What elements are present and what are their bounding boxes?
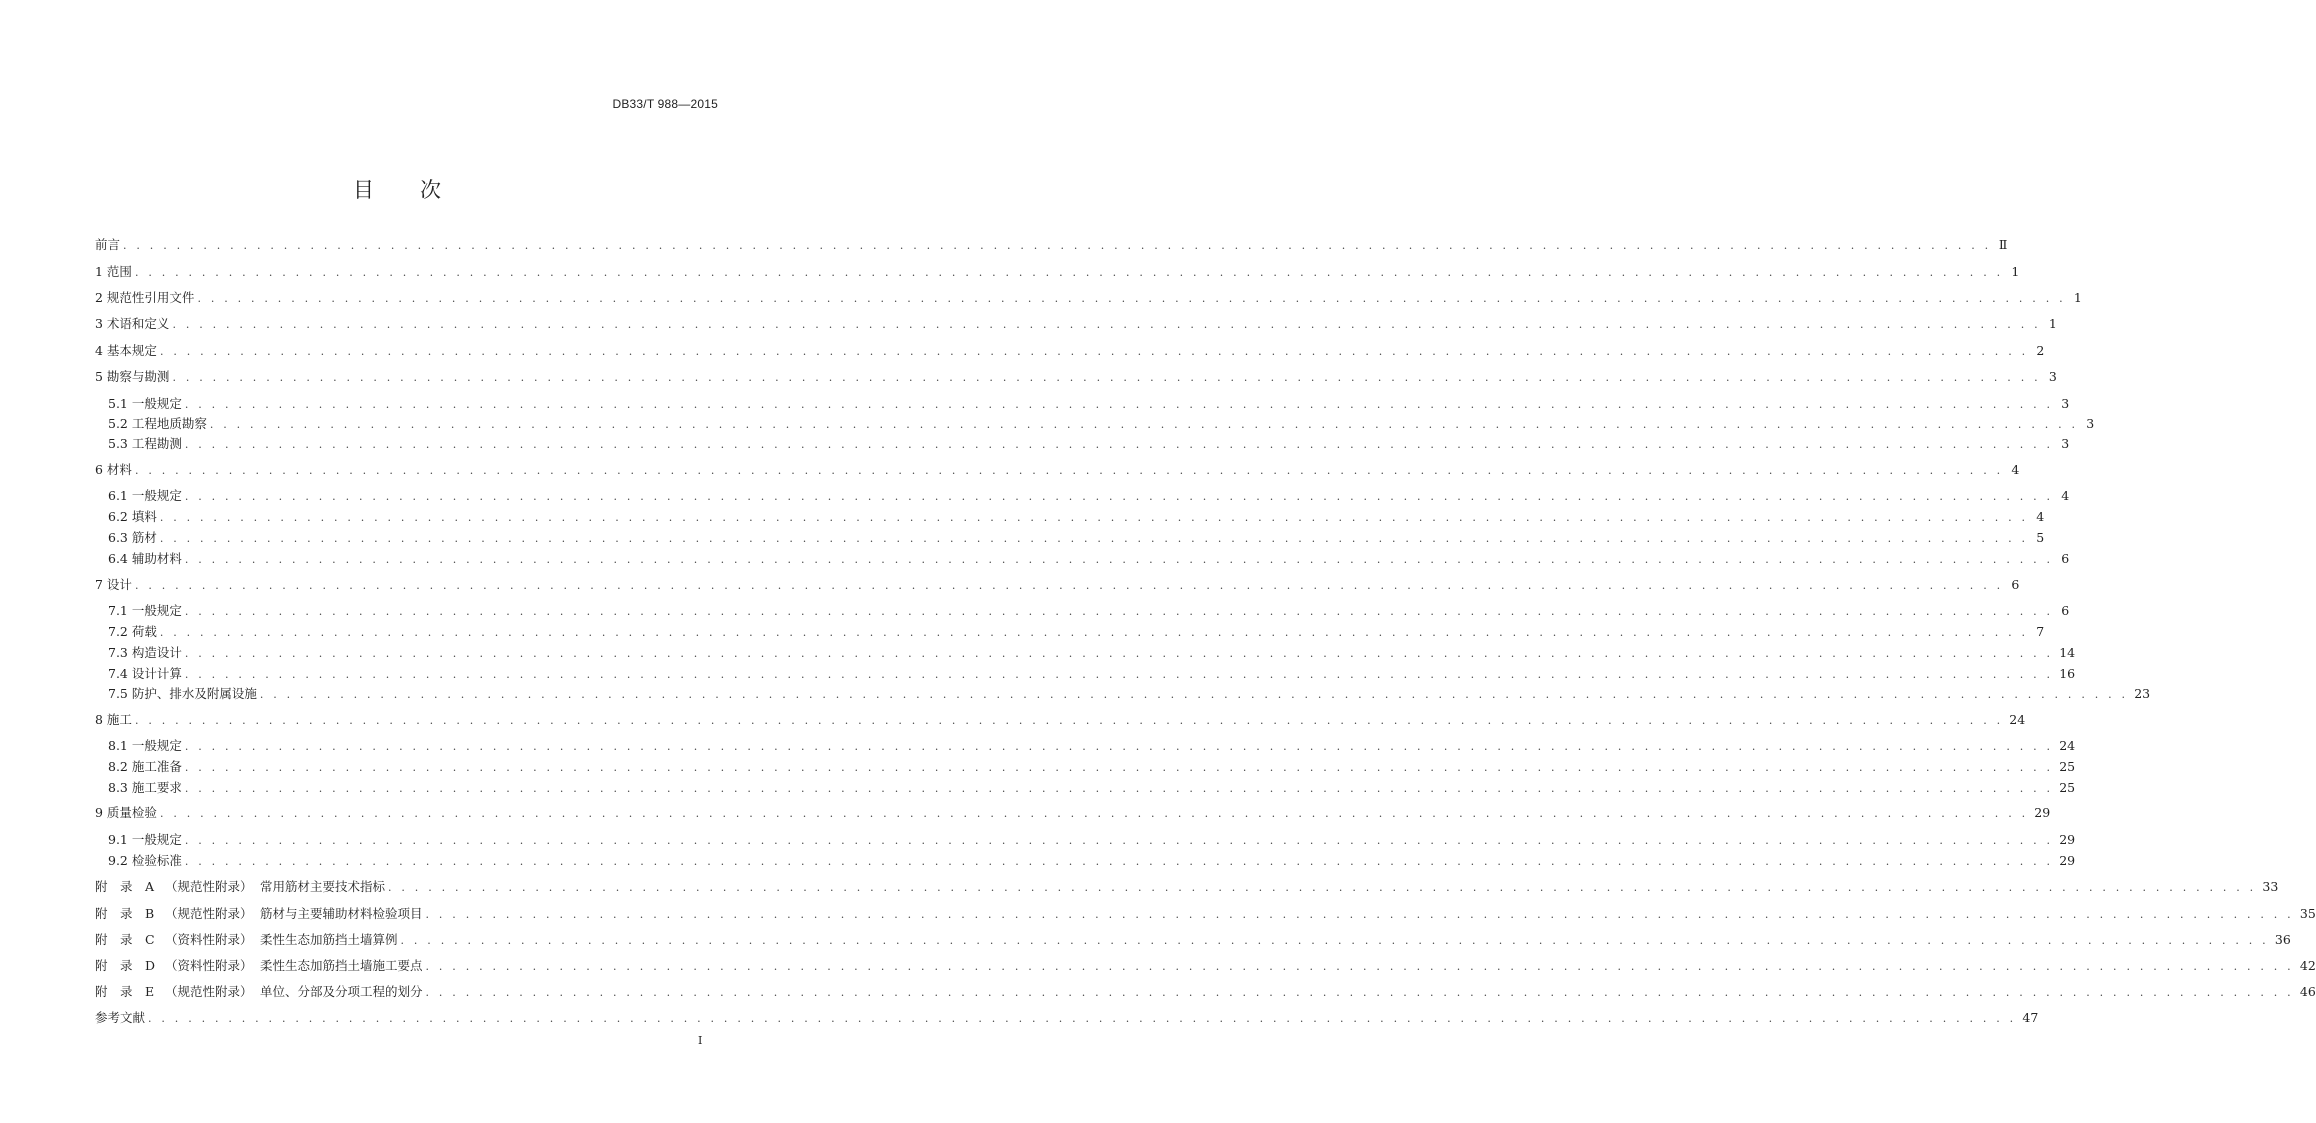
toc-entry-label: 5 勘察与勘测 [95, 369, 170, 384]
toc-subsection-entry[interactable] [108, 530, 2045, 546]
page-title [0, 174, 794, 204]
toc-entry-page: 35 [2299, 906, 2316, 921]
appendix-letter: B [145, 906, 155, 921]
toc-dot-leader: . . . . . . . . . . . . . . . . . . . . . . . . . . . . . . . . . . . . . . . . . . . . . . . . . . . . . . . . . . . . . . . . . . . . . . . . . . . . . . . . . . . . . . . . . . . . . . . . . . . . . . . . . . . . . . . . . . . . . . . . . . . . . . . . . . . . . . . . . . . . [123, 239, 1992, 252]
toc-dot-leader: . . . . . . . . . . . . . . . . . . . . . . . . . . . . . . . . . . . . . . . . . . . . . . . . . . . . . . . . . . . . . . . . . . . . . . . . . . . . . . . . . . . . . . . . . . . . . . . . . . . . . . . . . . . . . . . . . . . . . . . . . . . . . . . . . . . . . . . . . . . . [134, 579, 2004, 592]
toc-entry-page: 4 [2036, 509, 2045, 524]
toc-entry-page: 7 [2036, 624, 2045, 639]
toc-dot-leader: . . . . . . . . . . . . . . . . . . . . . . . . . . . . . . . . . . . . . . . . . . . . . . . . . . . . . . . . . . . . . . . . . . . . . . . . . . . . . . . . . . . . . . . . . . . . . . . . . . . . . . . . . . . . . . . . . . . . . . . . . . . . . . . . . . . . . . . . . . . . [159, 626, 2029, 639]
appendix-prefix-2: 录 [120, 906, 133, 921]
appendix-letter: C [145, 932, 155, 947]
toc-entry-label: 6.3 筋材 [108, 530, 157, 545]
appendix-prefix-1: 附 [95, 958, 108, 973]
toc-entry-label: 6.4 辅助材料 [108, 551, 182, 566]
toc-entry-page: 29 [2034, 805, 2051, 820]
appendix-prefix-2: 录 [120, 932, 133, 947]
appendix-letter: A [145, 879, 155, 894]
toc-entry-page: 3 [2086, 416, 2095, 431]
toc-entry-label: 1 范围 [95, 264, 132, 279]
toc-entry-label: 6.1 一般规定 [108, 488, 182, 503]
toc-entry-page: 4 [2011, 462, 2020, 477]
toc-entry-label: 7.1 一般规定 [108, 603, 182, 618]
appendix-type: （规范性附录） [165, 906, 253, 921]
toc-entry-page: 47 [2022, 1010, 2039, 1025]
toc-entry-label: 5.1 一般规定 [108, 396, 182, 411]
toc-dot-leader: . . . . . . . . . . . . . . . . . . . . . . . . . . . . . . . . . . . . . . . . . . . . . . . . . . . . . . . . . . . . . . . . . . . . . . . . . . . . . . . . . . . . . . . . . . . . . . . . . . . . . . . . . . . . . . . . . . . . . . . . . . . . . . . . . . . . . . . . . . . . [425, 960, 2294, 973]
toc-section-entry[interactable] [95, 577, 2020, 593]
appendix-prefix-1: 附 [95, 932, 108, 947]
toc-dot-leader: . . . . . . . . . . . . . . . . . . . . . . . . . . . . . . . . . . . . . . . . . . . . . . . . . . . . . . . . . . . . . . . . . . . . . . . . . . . . . . . . . . . . . . . . . . . . . . . . . . . . . . . . . . . . . . . . . . . . . . . . . . . . . . . . . . . . . . . . . . . . [184, 782, 2054, 795]
toc-subsection-entry[interactable] [108, 738, 2076, 754]
toc-entry-label: 4 基本规定 [95, 343, 157, 358]
toc-entry-page: 24 [2009, 712, 2026, 727]
toc-appendix-entry[interactable] [95, 984, 2316, 1000]
appendix-type: （规范性附录） [165, 879, 253, 894]
toc-subsection-entry[interactable] [108, 686, 2151, 702]
toc-appendix-entry[interactable] [95, 879, 2279, 895]
toc-entry-page: Ⅱ [1998, 237, 2008, 252]
toc-subsection-entry[interactable] [108, 645, 2076, 661]
toc-entry-label: 7.5 防护、排水及附属设施 [108, 686, 257, 701]
toc-entry-page: 1 [2011, 264, 2020, 279]
toc-dot-leader: . . . . . . . . . . . . . . . . . . . . . . . . . . . . . . . . . . . . . . . . . . . . . . . . . . . . . . . . . . . . . . . . . . . . . . . . . . . . . . . . . . . . . . . . . . . . . . . . . . . . . . . . . . . . . . . . . . . . . . . . . . . . . . . . . . . . . . . . . . . . [159, 807, 2029, 820]
toc-appendix-label [95, 906, 426, 922]
toc-appendix-entry[interactable] [95, 958, 2316, 974]
toc-entry-label: 9.2 检验标准 [108, 853, 182, 868]
appendix-name: 柔性生态加筋挡土墙施工要点 [260, 958, 423, 973]
toc-entry-page: 29 [2059, 853, 2076, 868]
toc-entry-label: 5.3 工程勘测 [108, 436, 182, 451]
toc-dot-leader: . . . . . . . . . . . . . . . . . . . . . . . . . . . . . . . . . . . . . . . . . . . . . . . . . . . . . . . . . . . . . . . . . . . . . . . . . . . . . . . . . . . . . . . . . . . . . . . . . . . . . . . . . . . . . . . . . . . . . . . . . . . . . . . . . . . . . . . . . . . . [184, 553, 2054, 566]
toc-subsection-entry[interactable] [108, 509, 2045, 525]
toc-section-entry[interactable] [95, 290, 2082, 306]
appendix-letter: E [145, 984, 155, 999]
toc-section-entry[interactable] [95, 712, 2026, 728]
document-code: DB33/T 988—2015 [612, 97, 718, 111]
toc-subsection-entry[interactable] [108, 666, 2076, 682]
toc-dot-leader: . . . . . . . . . . . . . . . . . . . . . . . . . . . . . . . . . . . . . . . . . . . . . . . . . . . . . . . . . . . . . . . . . . . . . . . . . . . . . . . . . . . . . . . . . . . . . . . . . . . . . . . . . . . . . . . . . . . . . . . . . . . . . . . . . . . . . . . . . . . . [209, 418, 2079, 431]
toc-entry-page: 23 [2134, 686, 2151, 701]
toc-subsection-entry[interactable] [108, 603, 2070, 619]
toc-entry-page: 16 [2059, 666, 2076, 681]
toc-dot-leader: . . . . . . . . . . . . . . . . . . . . . . . . . . . . . . . . . . . . . . . . . . . . . . . . . . . . . . . . . . . . . . . . . . . . . . . . . . . . . . . . . . . . . . . . . . . . . . . . . . . . . . . . . . . . . . . . . . . . . . . . . . . . . . . . . . . . . . . . . . . . [388, 881, 2257, 894]
appendix-type: （规范性附录） [165, 984, 253, 999]
toc-appendix-entry[interactable] [95, 932, 2291, 948]
toc-entry-page: 1 [2073, 290, 2082, 305]
toc-entry-page: 5 [2036, 530, 2045, 545]
appendix-type: （资料性附录） [165, 958, 253, 973]
toc-entry-page: 36 [2274, 932, 2291, 947]
toc-entry-label: 8 施工 [95, 712, 132, 727]
toc-dot-leader: . . . . . . . . . . . . . . . . . . . . . . . . . . . . . . . . . . . . . . . . . . . . . . . . . . . . . . . . . . . . . . . . . . . . . . . . . . . . . . . . . . . . . . . . . . . . . . . . . . . . . . . . . . . . . . . . . . . . . . . . . . . . . . . . . . . . . . . . . . . . [425, 986, 2294, 999]
toc-entry-label: 3 术语和定义 [95, 316, 170, 331]
toc-subsection-entry[interactable] [108, 780, 2076, 796]
toc-entry-page: 6 [2061, 603, 2070, 618]
toc-section-entry[interactable] [95, 237, 2008, 253]
appendix-prefix-1: 附 [95, 984, 108, 999]
appendix-prefix-1: 附 [95, 879, 108, 894]
toc-appendix-label [95, 984, 426, 1000]
toc-entry-page: 25 [2059, 780, 2076, 795]
toc-entry-page: 3 [2061, 396, 2070, 411]
toc-dot-leader: . . . . . . . . . . . . . . . . . . . . . . . . . . . . . . . . . . . . . . . . . . . . . . . . . . . . . . . . . . . . . . . . . . . . . . . . . . . . . . . . . . . . . . . . . . . . . . . . . . . . . . . . . . . . . . . . . . . . . . . . . . . . . . . . . . . . . . . . . . . . [159, 511, 2029, 524]
toc-section-entry[interactable] [95, 343, 2045, 359]
toc-dot-leader: . . . . . . . . . . . . . . . . . . . . . . . . . . . . . . . . . . . . . . . . . . . . . . . . . . . . . . . . . . . . . . . . . . . . . . . . . . . . . . . . . . . . . . . . . . . . . . . . . . . . . . . . . . . . . . . . . . . . . . . . . . . . . . . . . . . . . . . . . . . . [172, 371, 2041, 384]
toc-subsection-entry[interactable] [108, 488, 2070, 504]
toc-entry-label: 7.4 设计计算 [108, 666, 182, 681]
toc-entry-page: 24 [2059, 738, 2076, 753]
toc-dot-leader: . . . . . . . . . . . . . . . . . . . . . . . . . . . . . . . . . . . . . . . . . . . . . . . . . . . . . . . . . . . . . . . . . . . . . . . . . . . . . . . . . . . . . . . . . . . . . . . . . . . . . . . . . . . . . . . . . . . . . . . . . . . . . . . . . . . . . . . . . . . . [134, 464, 2004, 477]
toc-entry-page: 14 [2059, 645, 2076, 660]
title-part-2: 次 [420, 178, 441, 202]
toc-entry-label: 8.2 施工准备 [108, 759, 182, 774]
toc-dot-leader: . . . . . . . . . . . . . . . . . . . . . . . . . . . . . . . . . . . . . . . . . . . . . . . . . . . . . . . . . . . . . . . . . . . . . . . . . . . . . . . . . . . . . . . . . . . . . . . . . . . . . . . . . . . . . . . . . . . . . . . . . . . . . . . . . . . . . . . . . . . . [184, 855, 2054, 868]
toc-subsection-entry[interactable] [108, 416, 2095, 432]
appendix-prefix-2: 录 [120, 984, 133, 999]
toc-entry-page: 3 [2061, 436, 2070, 451]
toc-entry-label: 2 规范性引用文件 [95, 290, 195, 305]
toc-subsection-entry[interactable] [108, 759, 2076, 775]
toc-dot-leader: . . . . . . . . . . . . . . . . . . . . . . . . . . . . . . . . . . . . . . . . . . . . . . . . . . . . . . . . . . . . . . . . . . . . . . . . . . . . . . . . . . . . . . . . . . . . . . . . . . . . . . . . . . . . . . . . . . . . . . . . . . . . . . . . . . . . . . . . . . . . [184, 834, 2054, 847]
toc-entry-label: 6.2 填料 [108, 509, 157, 524]
toc-entry-page: 42 [2299, 958, 2316, 973]
toc-entry-page: 46 [2299, 984, 2316, 999]
toc-dot-leader: . . . . . . . . . . . . . . . . . . . . . . . . . . . . . . . . . . . . . . . . . . . . . . . . . . . . . . . . . . . . . . . . . . . . . . . . . . . . . . . . . . . . . . . . . . . . . . . . . . . . . . . . . . . . . . . . . . . . . . . . . . . . . . . . . . . . . . . . . . . . [134, 714, 2004, 727]
toc-appendix-entry[interactable] [95, 906, 2316, 922]
toc-subsection-entry[interactable] [108, 832, 2076, 848]
appendix-prefix-1: 附 [95, 906, 108, 921]
toc-section-entry[interactable] [95, 462, 2020, 478]
toc-entry-label: 9 质量检验 [95, 805, 157, 820]
toc-entry-label: 6 材料 [95, 462, 132, 477]
toc-entry-page: 29 [2059, 832, 2076, 847]
toc-entry-label: 前言 [95, 237, 121, 252]
appendix-letter: D [145, 958, 156, 973]
toc-entry-page: 33 [2262, 879, 2279, 894]
appendix-type: （资料性附录） [165, 932, 253, 947]
toc-references-entry[interactable] [95, 1010, 2039, 1026]
toc-dot-leader: . . . . . . . . . . . . . . . . . . . . . . . . . . . . . . . . . . . . . . . . . . . . . . . . . . . . . . . . . . . . . . . . . . . . . . . . . . . . . . . . . . . . . . . . . . . . . . . . . . . . . . . . . . . . . . . . . . . . . . . . . . . . . . . . . . . . . . . . . . . . [184, 668, 2054, 681]
appendix-prefix-2: 录 [120, 958, 133, 973]
toc-entry-page: 3 [2048, 369, 2057, 384]
toc-subsection-entry[interactable] [108, 396, 2070, 412]
toc-dot-leader: . . . . . . . . . . . . . . . . . . . . . . . . . . . . . . . . . . . . . . . . . . . . . . . . . . . . . . . . . . . . . . . . . . . . . . . . . . . . . . . . . . . . . . . . . . . . . . . . . . . . . . . . . . . . . . . . . . . . . . . . . . . . . . . . . . . . . . . . . . . . [159, 532, 2029, 545]
toc-dot-leader: . . . . . . . . . . . . . . . . . . . . . . . . . . . . . . . . . . . . . . . . . . . . . . . . . . . . . . . . . . . . . . . . . . . . . . . . . . . . . . . . . . . . . . . . . . . . . . . . . . . . . . . . . . . . . . . . . . . . . . . . . . . . . . . . . . . . . . . . . . . . [184, 761, 2054, 774]
toc-entry-page: 6 [2011, 577, 2020, 592]
toc-dot-leader: . . . . . . . . . . . . . . . . . . . . . . . . . . . . . . . . . . . . . . . . . . . . . . . . . . . . . . . . . . . . . . . . . . . . . . . . . . . . . . . . . . . . . . . . . . . . . . . . . . . . . . . . . . . . . . . . . . . . . . . . . . . . . . . . . . . . . . . . . . . . [425, 908, 2294, 921]
toc-appendix-label [95, 879, 388, 895]
toc-appendix-label [95, 932, 401, 948]
toc-dot-leader: . . . . . . . . . . . . . . . . . . . . . . . . . . . . . . . . . . . . . . . . . . . . . . . . . . . . . . . . . . . . . . . . . . . . . . . . . . . . . . . . . . . . . . . . . . . . . . . . . . . . . . . . . . . . . . . . . . . . . . . . . . . . . . . . . . . . . . . . . . . . [159, 345, 2029, 358]
toc-entry-label: 8.1 一般规定 [108, 738, 182, 753]
toc-dot-leader: . . . . . . . . . . . . . . . . . . . . . . . . . . . . . . . . . . . . . . . . . . . . . . . . . . . . . . . . . . . . . . . . . . . . . . . . . . . . . . . . . . . . . . . . . . . . . . . . . . . . . . . . . . . . . . . . . . . . . . . . . . . . . . . . . . . . . . . . . . . . [197, 292, 2066, 305]
toc-section-entry[interactable] [95, 369, 2057, 385]
toc-section-entry[interactable] [95, 264, 2020, 280]
toc-dot-leader: . . . . . . . . . . . . . . . . . . . . . . . . . . . . . . . . . . . . . . . . . . . . . . . . . . . . . . . . . . . . . . . . . . . . . . . . . . . . . . . . . . . . . . . . . . . . . . . . . . . . . . . . . . . . . . . . . . . . . . . . . . . . . . . . . . . . . . . . . . . . [134, 266, 2004, 279]
toc-dot-leader: . . . . . . . . . . . . . . . . . . . . . . . . . . . . . . . . . . . . . . . . . . . . . . . . . . . . . . . . . . . . . . . . . . . . . . . . . . . . . . . . . . . . . . . . . . . . . . . . . . . . . . . . . . . . . . . . . . . . . . . . . . . . . . . . . . . . . . . . . . . . [184, 740, 2054, 753]
toc-subsection-entry[interactable] [108, 853, 2076, 869]
toc-entry-label: 7.3 构造设计 [108, 645, 182, 660]
toc-subsection-entry[interactable] [108, 436, 2070, 452]
appendix-name: 单位、分部及分项工程的划分 [260, 984, 423, 999]
toc-entry-label: 7.2 荷载 [108, 624, 157, 639]
toc-dot-leader: . . . . . . . . . . . . . . . . . . . . . . . . . . . . . . . . . . . . . . . . . . . . . . . . . . . . . . . . . . . . . . . . . . . . . . . . . . . . . . . . . . . . . . . . . . . . . . . . . . . . . . . . . . . . . . . . . . . . . . . . . . . . . . . . . . . . . . . . . . . . [259, 688, 2129, 701]
appendix-prefix-2: 录 [120, 879, 133, 894]
toc-dot-leader: . . . . . . . . . . . . . . . . . . . . . . . . . . . . . . . . . . . . . . . . . . . . . . . . . . . . . . . . . . . . . . . . . . . . . . . . . . . . . . . . . . . . . . . . . . . . . . . . . . . . . . . . . . . . . . . . . . . . . . . . . . . . . . . . . . . . . . . . . . . . [400, 934, 2269, 947]
toc-dot-leader: . . . . . . . . . . . . . . . . . . . . . . . . . . . . . . . . . . . . . . . . . . . . . . . . . . . . . . . . . . . . . . . . . . . . . . . . . . . . . . . . . . . . . . . . . . . . . . . . . . . . . . . . . . . . . . . . . . . . . . . . . . . . . . . . . . . . . . . . . . . . [172, 318, 2041, 331]
toc-appendix-label [95, 958, 426, 974]
appendix-name: 柔性生态加筋挡土墙算例 [260, 932, 398, 947]
toc-entry-page: 6 [2061, 551, 2070, 566]
toc-entry-label: 参考文献 [95, 1010, 146, 1025]
toc-section-entry[interactable] [95, 316, 2057, 332]
toc-entry-page: 25 [2059, 759, 2076, 774]
toc-dot-leader: . . . . . . . . . . . . . . . . . . . . . . . . . . . . . . . . . . . . . . . . . . . . . . . . . . . . . . . . . . . . . . . . . . . . . . . . . . . . . . . . . . . . . . . . . . . . . . . . . . . . . . . . . . . . . . . . . . . . . . . . . . . . . . . . . . . . . . . . . . . . [184, 490, 2054, 503]
toc-dot-leader: . . . . . . . . . . . . . . . . . . . . . . . . . . . . . . . . . . . . . . . . . . . . . . . . . . . . . . . . . . . . . . . . . . . . . . . . . . . . . . . . . . . . . . . . . . . . . . . . . . . . . . . . . . . . . . . . . . . . . . . . . . . . . . . . . . . . . . . . . . . . [184, 438, 2054, 451]
toc-entry-page: 4 [2061, 488, 2070, 503]
toc-dot-leader: . . . . . . . . . . . . . . . . . . . . . . . . . . . . . . . . . . . . . . . . . . . . . . . . . . . . . . . . . . . . . . . . . . . . . . . . . . . . . . . . . . . . . . . . . . . . . . . . . . . . . . . . . . . . . . . . . . . . . . . . . . . . . . . . . . . . . . . . . . . . [184, 647, 2054, 660]
page-number: I [698, 1034, 703, 1047]
toc-entry-label: 5.2 工程地质勘察 [108, 416, 207, 431]
toc-subsection-entry[interactable] [108, 624, 2045, 640]
toc-dot-leader: . . . . . . . . . . . . . . . . . . . . . . . . . . . . . . . . . . . . . . . . . . . . . . . . . . . . . . . . . . . . . . . . . . . . . . . . . . . . . . . . . . . . . . . . . . . . . . . . . . . . . . . . . . . . . . . . . . . . . . . . . . . . . . . . . . . . . . . . . . . . [184, 398, 2054, 411]
toc-entry-label: 8.3 施工要求 [108, 780, 182, 795]
toc-section-entry[interactable] [95, 805, 2051, 821]
toc-entry-label: 7 设计 [95, 577, 132, 592]
toc-entry-page: 1 [2048, 316, 2057, 331]
appendix-name: 筋材与主要辅助材料检验项目 [260, 906, 423, 921]
toc-entry-label: 9.1 一般规定 [108, 832, 182, 847]
title-part-1: 目 [353, 178, 374, 202]
toc-entry-page: 2 [2036, 343, 2045, 358]
toc-subsection-entry[interactable] [108, 551, 2070, 567]
appendix-name: 常用筋材主要技术指标 [260, 879, 386, 894]
toc-dot-leader: . . . . . . . . . . . . . . . . . . . . . . . . . . . . . . . . . . . . . . . . . . . . . . . . . . . . . . . . . . . . . . . . . . . . . . . . . . . . . . . . . . . . . . . . . . . . . . . . . . . . . . . . . . . . . . . . . . . . . . . . . . . . . . . . . . . . . . . . . . . . [148, 1012, 2017, 1025]
toc-dot-leader: . . . . . . . . . . . . . . . . . . . . . . . . . . . . . . . . . . . . . . . . . . . . . . . . . . . . . . . . . . . . . . . . . . . . . . . . . . . . . . . . . . . . . . . . . . . . . . . . . . . . . . . . . . . . . . . . . . . . . . . . . . . . . . . . . . . . . . . . . . . . [184, 605, 2054, 618]
